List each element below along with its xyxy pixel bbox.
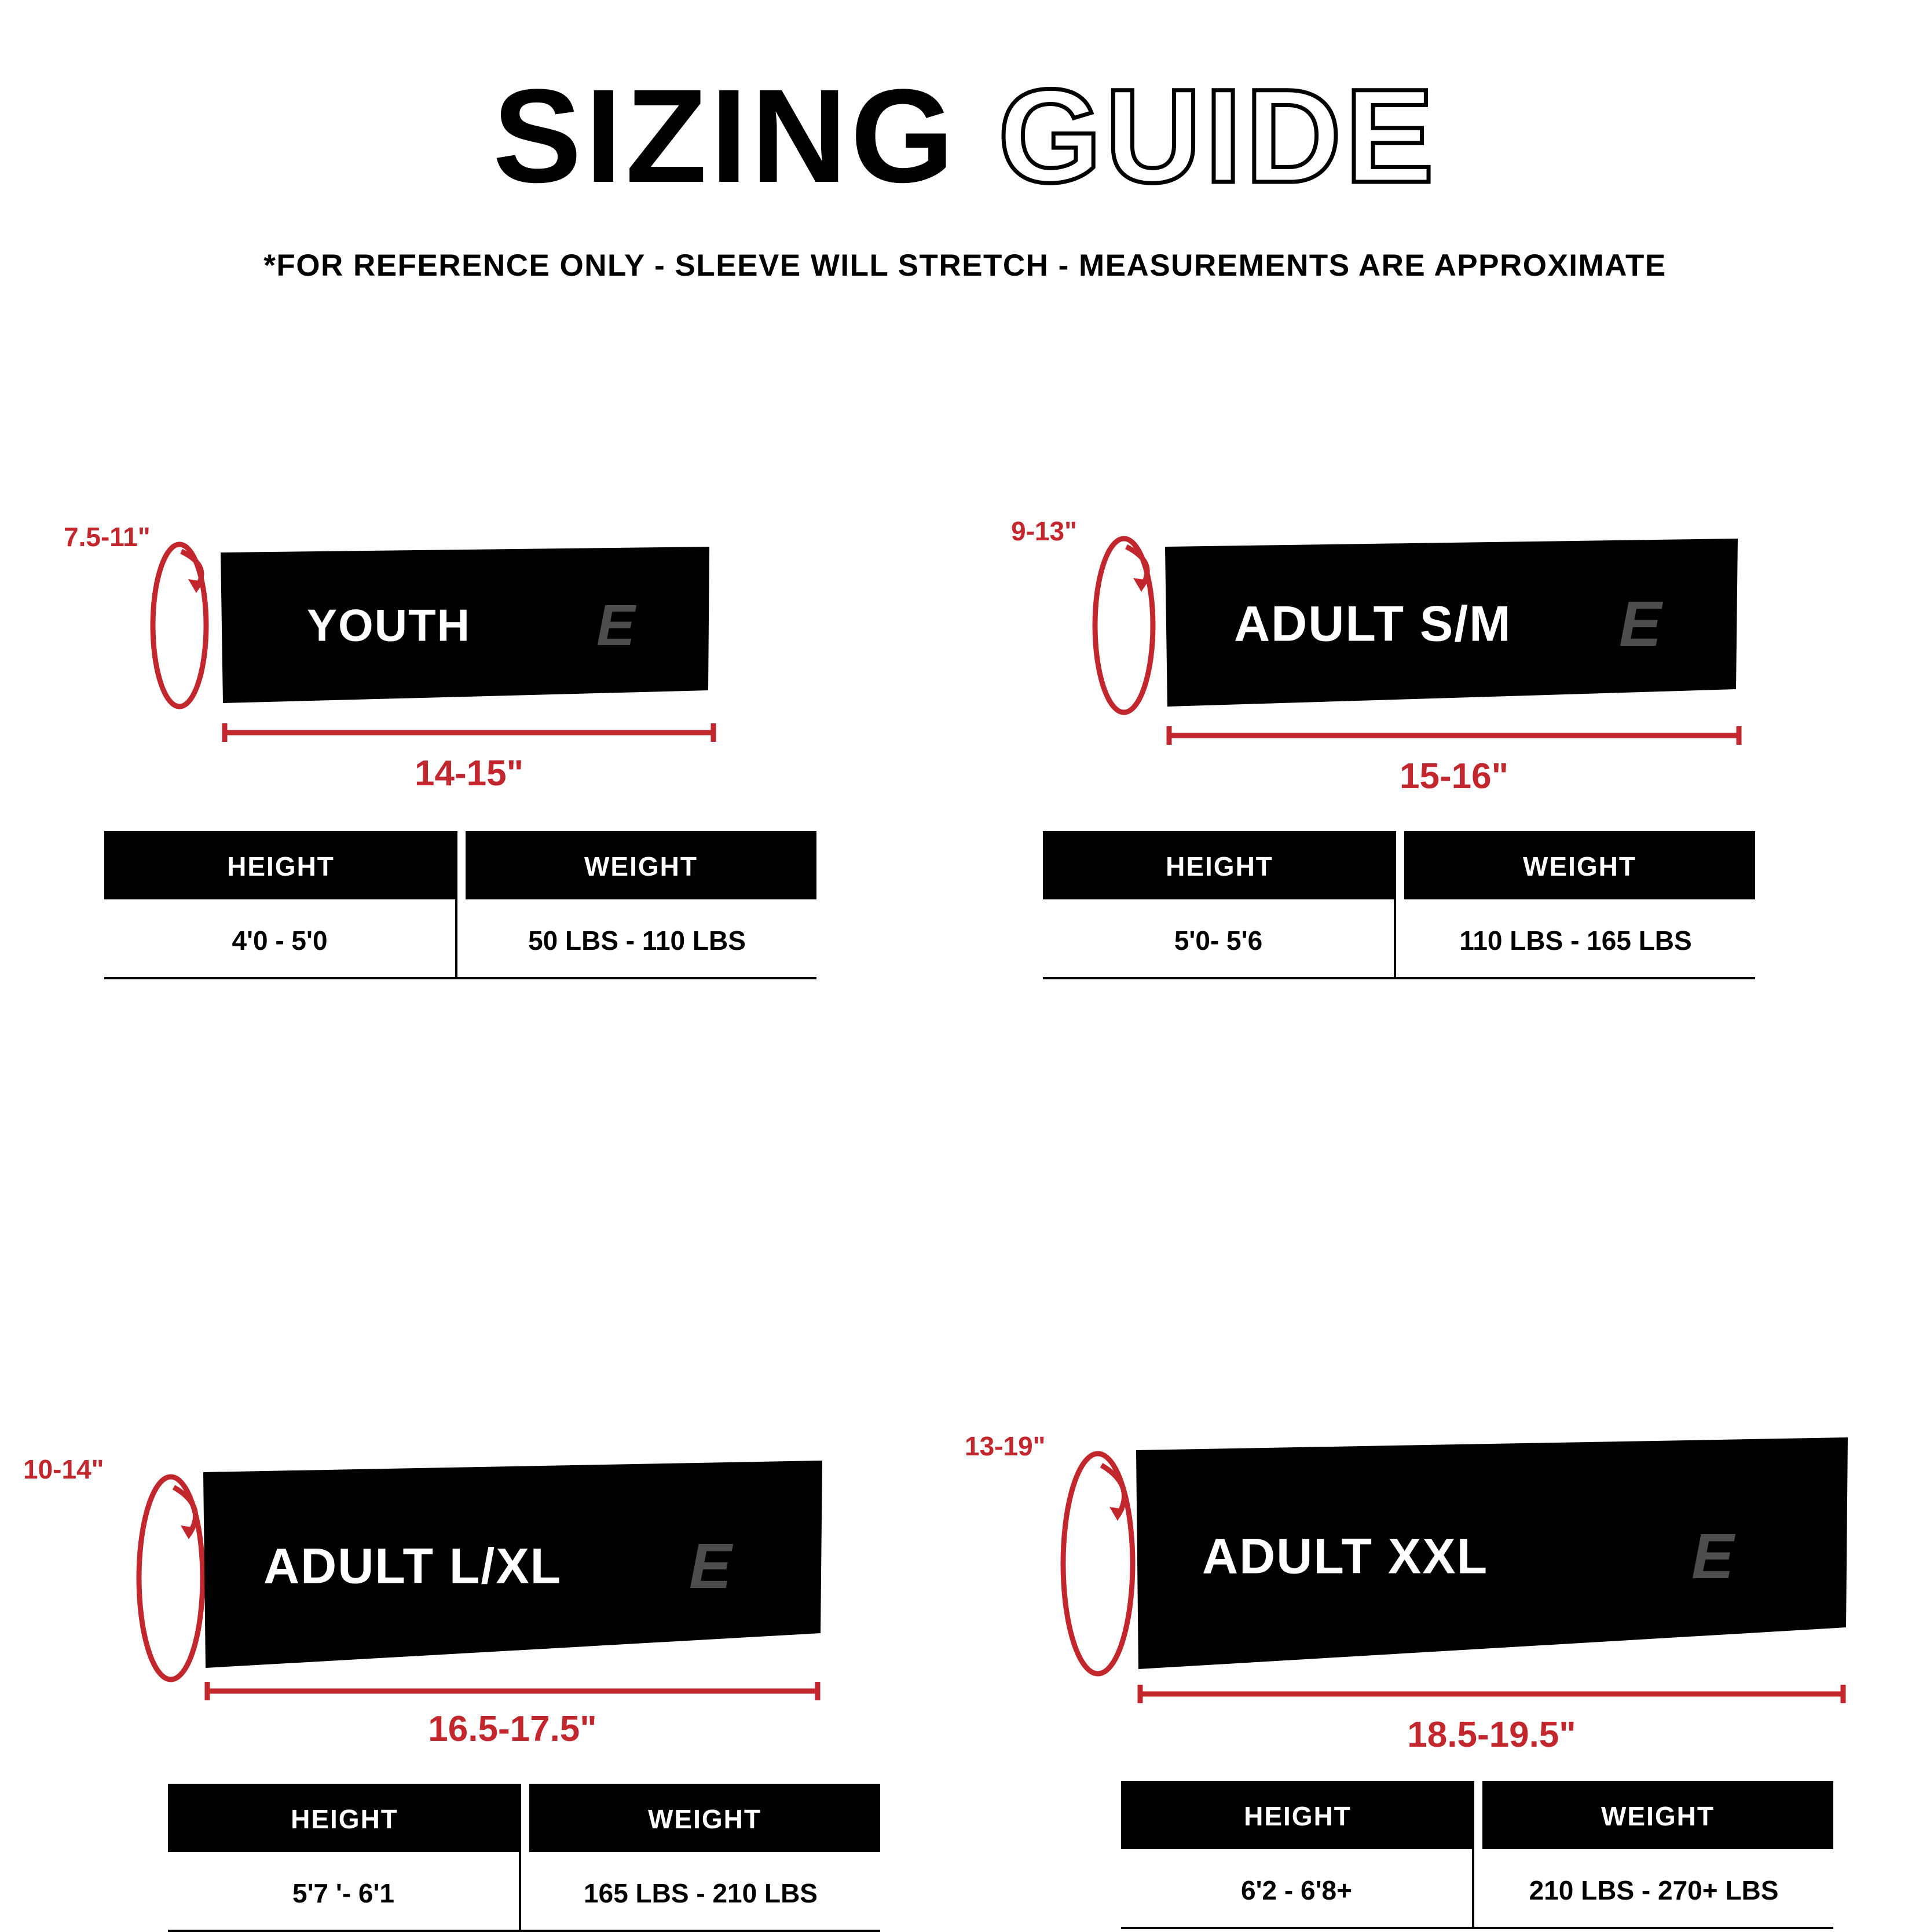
length-label-adult-lxl: 16.5-17.5" bbox=[428, 1709, 597, 1749]
sleeve-shape-adult-sm bbox=[1162, 537, 1741, 711]
length-measure-youth bbox=[220, 721, 718, 744]
spec-value-weight: 210 LBS - 270+ LBS bbox=[1474, 1849, 1833, 1929]
size-panel-adult-xxl bbox=[965, 1170, 1929, 1905]
spec-table-youth bbox=[104, 831, 816, 979]
spec-header-height: HEIGHT bbox=[168, 1784, 521, 1852]
length-label-adult-sm: 15-16" bbox=[1400, 756, 1508, 796]
length-label-adult-xxl: 18.5-19.5" bbox=[1407, 1715, 1576, 1755]
brand-e-icon: E bbox=[1691, 1520, 1734, 1592]
circumference-ellipse-adult-lxl bbox=[133, 1471, 208, 1685]
size-panel-grid bbox=[0, 440, 1930, 1908]
size-panel-adult-sm bbox=[965, 440, 1929, 1170]
sleeve-shape-adult-xxl bbox=[1133, 1436, 1851, 1677]
circumference-label-adult-xxl: 13-19" bbox=[965, 1431, 1046, 1461]
page-title-solid: SIZING bbox=[492, 61, 958, 210]
circumference-label-adult-lxl: 10-14" bbox=[23, 1454, 104, 1484]
sleeve-shape-youth bbox=[217, 544, 712, 707]
circumference-label-youth: 7.5-11" bbox=[64, 522, 151, 552]
page-title bbox=[492, 61, 1438, 210]
brand-e-icon: E bbox=[689, 1531, 732, 1602]
spec-header-weight: WEIGHT bbox=[1482, 1781, 1833, 1849]
sleeve-label-adult-lxl: ADULT L/XL bbox=[263, 1538, 562, 1594]
spec-header-height: HEIGHT bbox=[1043, 831, 1396, 899]
spec-header-weight: WEIGHT bbox=[466, 831, 816, 899]
length-measure-adult-xxl bbox=[1136, 1682, 1848, 1706]
spec-header-weight: WEIGHT bbox=[1404, 831, 1755, 899]
circumference-ellipse-youth bbox=[148, 539, 211, 712]
spec-table-adult-sm bbox=[1043, 831, 1755, 979]
circumference-ellipse-adult-sm bbox=[1089, 533, 1159, 718]
size-panel-adult-lxl bbox=[0, 1170, 965, 1908]
sleeve-label-youth: YOUTH bbox=[307, 599, 471, 651]
page-header bbox=[0, 0, 1930, 283]
size-panel-youth bbox=[0, 440, 965, 1170]
page-title-outline: GUIDE bbox=[998, 61, 1438, 210]
spec-header-weight: WEIGHT bbox=[529, 1784, 880, 1852]
sleeve-label-adult-sm: ADULT S/M bbox=[1234, 596, 1512, 652]
spec-table-adult-lxl bbox=[168, 1784, 880, 1932]
sleeve-label-adult-xxl: ADULT XXL bbox=[1202, 1528, 1489, 1584]
spec-table-adult-xxl bbox=[1121, 1781, 1833, 1929]
length-measure-adult-sm bbox=[1164, 724, 1744, 747]
page-subtitle: *FOR REFERENCE ONLY - SLEEVE WILL STRETCH - MEASUREMENTS ARE APPROXIMATE bbox=[263, 248, 1667, 283]
spec-value-height: 5'7 '- 6'1 bbox=[168, 1852, 521, 1932]
spec-value-weight: 50 LBS - 110 LBS bbox=[457, 899, 816, 979]
sleeve-shape-adult-lxl bbox=[200, 1459, 825, 1674]
brand-e-icon: E bbox=[1619, 588, 1662, 660]
spec-value-height: 5'0- 5'6 bbox=[1043, 899, 1396, 979]
circumference-label-adult-sm: 9-13" bbox=[1011, 516, 1077, 546]
circumference-ellipse-adult-xxl bbox=[1057, 1448, 1138, 1679]
spec-header-height: HEIGHT bbox=[1121, 1781, 1474, 1849]
spec-value-height: 4'0 - 5'0 bbox=[104, 899, 457, 979]
spec-header-height: HEIGHT bbox=[104, 831, 457, 899]
spec-value-weight: 110 LBS - 165 LBS bbox=[1396, 899, 1755, 979]
length-label-youth: 14-15" bbox=[415, 753, 523, 793]
length-measure-adult-lxl bbox=[203, 1679, 822, 1703]
spec-value-height: 6'2 - 6'8+ bbox=[1121, 1849, 1474, 1929]
spec-value-weight: 165 LBS - 210 LBS bbox=[521, 1852, 880, 1932]
brand-e-icon: E bbox=[596, 593, 635, 658]
